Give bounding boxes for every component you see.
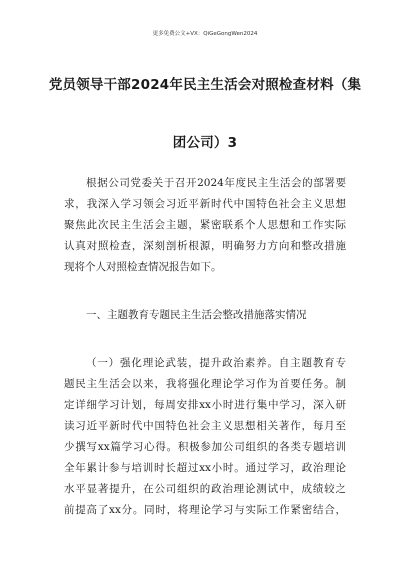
paragraph-line: （一）强化理论武装，提升政治素养。自主题教育专: [86, 357, 346, 369]
header-note: 更多免费公文+VX：QiGeGongWen2024: [152, 31, 258, 37]
paragraph-line: 认真对照检查，深刻剖析根源，明确努力方向和整改措施: [64, 240, 346, 252]
paragraph-line: 根据公司党委关于召开2024年度民主生活会的部署要: [86, 177, 346, 189]
paragraph-line: 前提高了xx分。同时，将理论学习与实际工作紧密结合，: [64, 504, 346, 516]
paragraph-line: 读习近平新时代中国特色社会主义思想相关著作，每月至: [64, 420, 346, 432]
paragraph-line: 水平显著提升，在公司组织的政治理论测试中，成绩较之: [64, 483, 346, 495]
document-title-line-1: 党员领导干部2024年民主生活会对照检查材料（集: [48, 77, 362, 93]
section-heading: 一、主题教育专题民主生活会整改措施落实情况: [86, 309, 307, 321]
paragraph-line: 少撰写xx篇学习心得。积极参加公司组织的各类专题培训: [64, 441, 346, 453]
paragraph-line: 求，我深入学习领会习近平新时代中国特色社会主义思想: [64, 198, 346, 210]
document-title-line-2: 团公司）3: [172, 135, 238, 151]
paragraph-line: 全年累计参与培训时长超过xx小时。通过学习，政治理论: [64, 462, 346, 474]
paragraph-line: 聚焦此次民主生活会主题，紧密联系个人思想和工作实际: [64, 219, 346, 231]
paragraph-line: 题民主生活会以来，我将强化理论学习作为首要任务。制: [64, 378, 346, 390]
paragraph-line: 定详细学习计划，每周安排xx小时进行集中学习，深入研: [64, 399, 346, 411]
paragraph-line: 现将个人对照检查情况报告如下。: [64, 261, 222, 273]
